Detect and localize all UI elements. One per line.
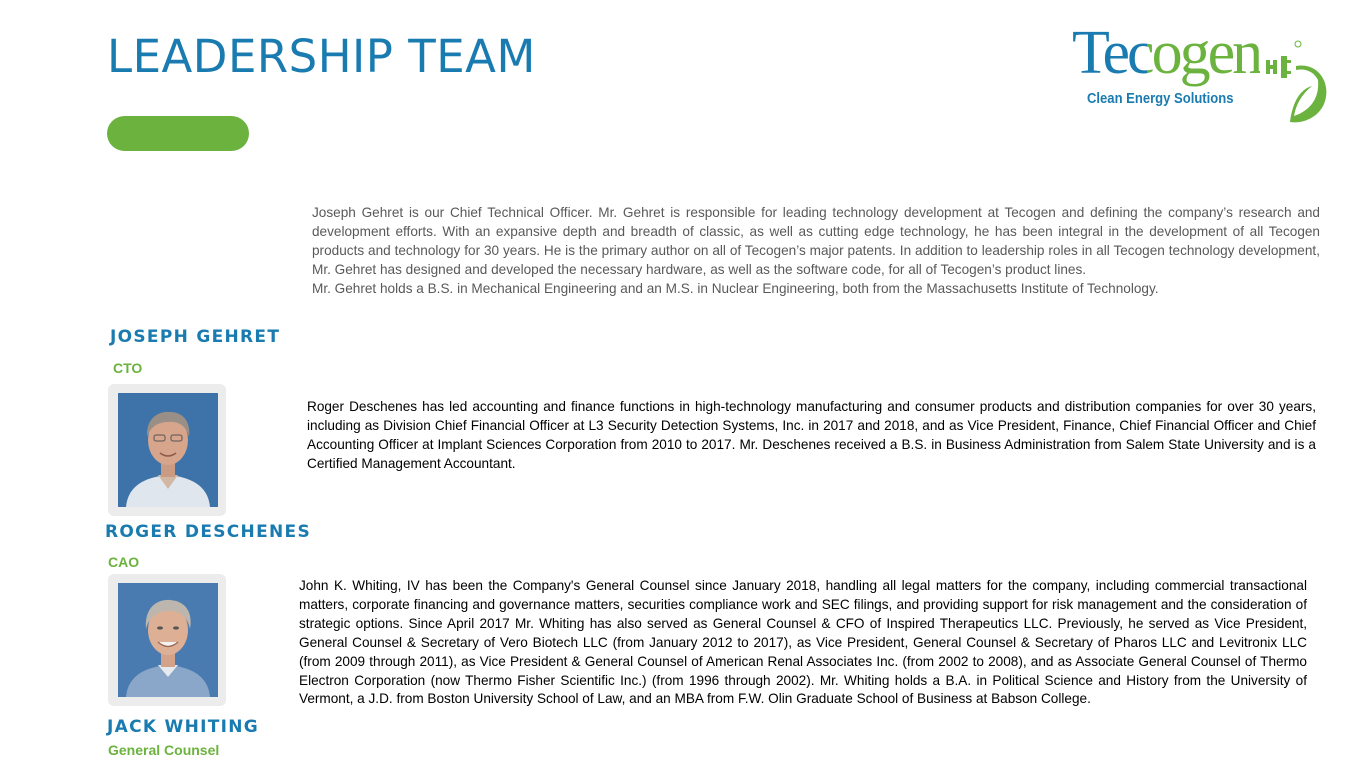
- logo-wordmark-text: Tecogen: [1072, 19, 1261, 87]
- person-name: JOSEPH GEHRET: [110, 327, 281, 347]
- plug-leaf-icon: [1262, 36, 1334, 126]
- accent-bar: [107, 116, 249, 151]
- logo-wordmark: [1072, 18, 1260, 88]
- person-role: CAO: [108, 554, 140, 570]
- logo-tagline: Clean Energy Solutions: [1087, 91, 1234, 107]
- person-photo: [108, 384, 226, 516]
- bio-paragraph: Joseph Gehret is our Chief Technical Officer. Mr. Gehret is responsible for leading technology development at Tecogen and defining the company’s research and development efforts. With an expansive depth and breadth of classic, as well as cutting edge technology, he has been integral in the development of all Tecogen products and technology for 30 years. He is the primary author on all of Tecogen’s major patents. In addition to leadership roles in all Tecogen technology development, Mr. Gehret has designed and developed the necessary hardware, as well as the software code, for all of Tecogen’s product lines.: [312, 205, 1320, 277]
- person-name: ROGER DESCHENES: [105, 522, 311, 542]
- person-photo: [108, 574, 226, 706]
- portrait-image: [118, 583, 218, 697]
- person-name: JACK WHITING: [107, 717, 260, 737]
- person-role: CTO: [113, 360, 143, 376]
- bio-paragraph: Roger Deschenes has led accounting and finance functions in high-technology manufacturing and consumer products and distribution companies for over 30 years, including as Division Chief Financial Officer at L3 Security Detection Systems, Inc. in 2017 and 2018, and as Vice President, Finance, Chief Financial Officer and Chief Accounting Officer at Implant Sciences Corporation from 2010 to 2017. Mr. Deschenes received a B.S. in Business Administration from Salem State University and is a Certified Management Accountant.: [307, 399, 1316, 471]
- bio-jack-whiting: [299, 577, 1307, 709]
- person-role: General Counsel: [108, 742, 220, 758]
- company-logo: [1070, 18, 1335, 130]
- bio-roger-deschenes: [307, 398, 1316, 474]
- portrait-image: [118, 393, 218, 507]
- bio-joseph-gehret: [312, 204, 1320, 299]
- bio-paragraph: Mr. Gehret holds a B.S. in Mechanical Engineering and an M.S. in Nuclear Engineering, both from the Massachusetts Institute of Technology.: [312, 280, 1159, 296]
- page-title: LEADERSHIP TEAM: [107, 30, 536, 83]
- bio-paragraph: John K. Whiting, IV has been the Company's General Counsel since January 2018, handling all legal matters for the company, including commercial transactional matters, corporate financing and governance matters, securities compliance work and SEC filings, and providing support for risk management and the consideration of strategic options. Since April 2017 Mr. Whiting has also served as General Counsel & CFO of Inspired Therapeutics LLC. Previously, he served as Vice President, General Counsel & Secretary of Vero Biotech LLC (from January 2012 to 2017), as Vice President, General Counsel & Secretary of Pharos LLC and Levitronix LLC (from 2009 through 2011), as Vice President & General Counsel of American Renal Associates Inc. (from 2002 to 2008), and as Associate General Counsel of Thermo Electron Corporation (now Thermo Fisher Scientific Inc.) (from 1996 through 2002). Mr. Whiting holds a B.A. in Political Science and History from the University of Vermont, a J.D. from Boston University School of Law, and an MBA from F.W. Olin Graduate School of Business at Babson College.: [299, 578, 1307, 707]
